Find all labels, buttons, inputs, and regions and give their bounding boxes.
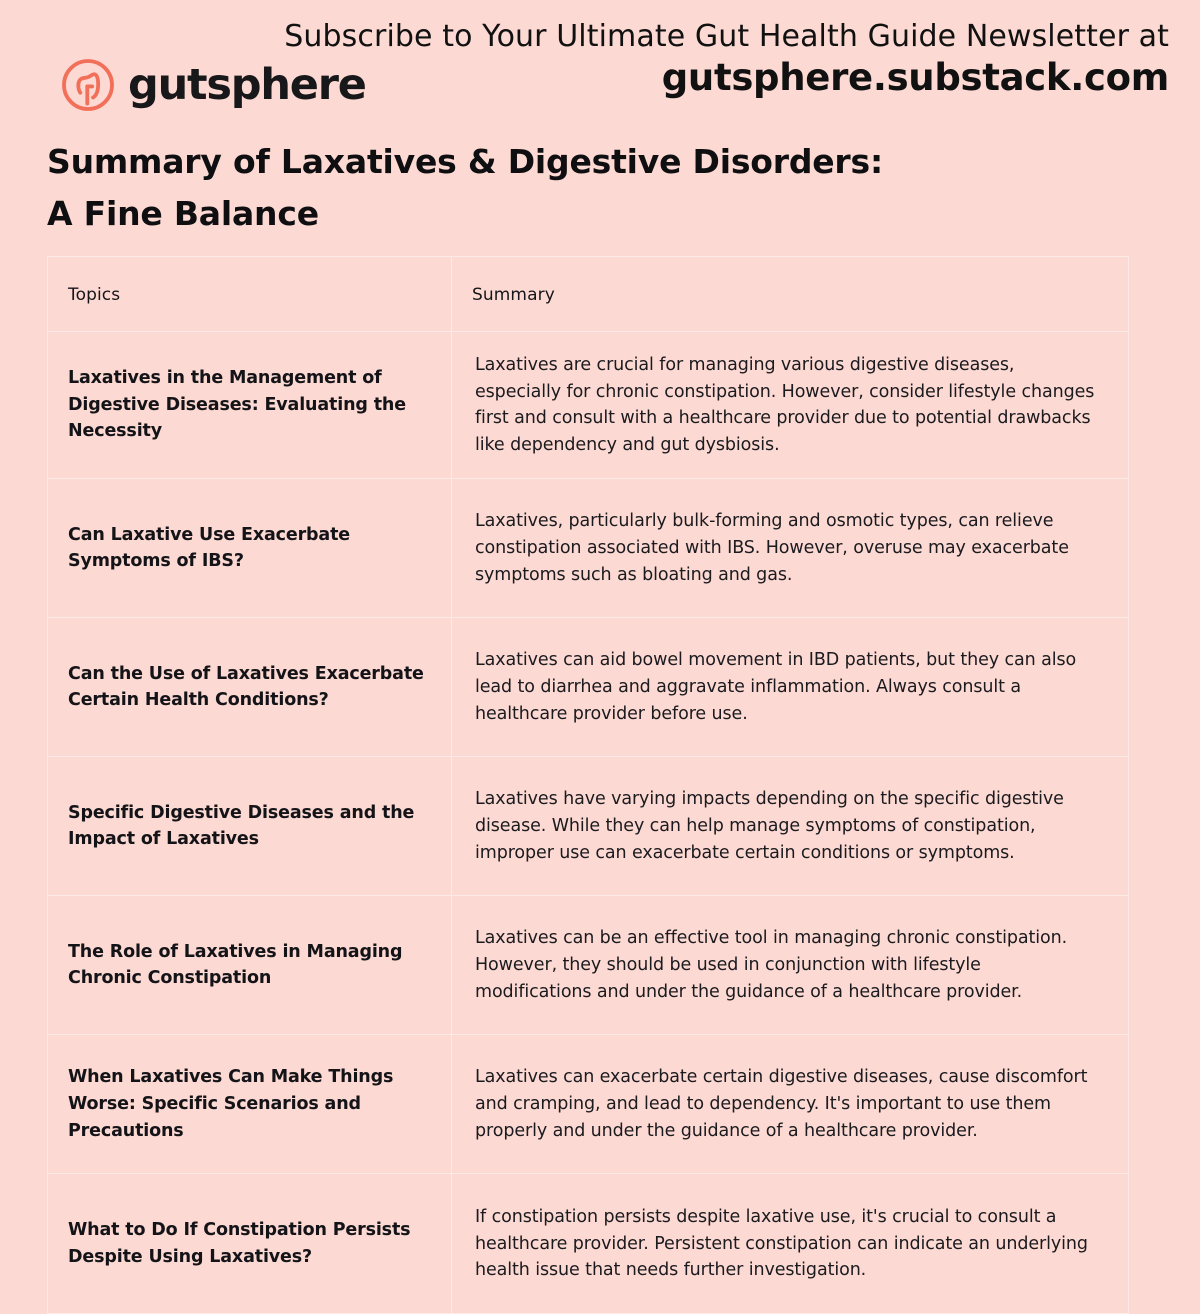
summary-cell bbox=[452, 618, 1129, 757]
column-header-topics-label: Topics bbox=[68, 285, 121, 305]
summary-table bbox=[47, 256, 1129, 1314]
topic-text: Can Laxative Use Exacerbate Symptoms of IBS? bbox=[68, 524, 351, 572]
topic-cell bbox=[48, 1035, 452, 1174]
table-row bbox=[48, 1035, 1129, 1174]
table-row bbox=[48, 1174, 1129, 1314]
newsletter-promo-text: Subscribe to Your Ultimate Gut Health Guide Newsletter at bbox=[284, 19, 1169, 54]
table-row bbox=[48, 332, 1129, 479]
column-header-topics bbox=[48, 257, 452, 332]
table-row bbox=[48, 618, 1129, 757]
topic-text: Specific Digestive Diseases and the Impact of Laxatives bbox=[68, 802, 415, 850]
page-title-line-1: Summary of Laxatives & Digestive Disorders: bbox=[47, 142, 883, 181]
topic-cell bbox=[48, 1174, 452, 1314]
table-head bbox=[48, 257, 1129, 332]
topic-text: Laxatives in the Management of Digestive Diseases: Evaluating the Necessity bbox=[68, 368, 406, 442]
topic-text: Can the Use of Laxatives Exacerbate Certain Health Conditions? bbox=[68, 663, 424, 711]
page-header bbox=[0, 0, 1200, 128]
table-header-row bbox=[48, 257, 1129, 332]
table-row bbox=[48, 757, 1129, 896]
summary-text: Laxatives can exacerbate certain digestive diseases, cause discomfort and cramping, and lead to dependency. It's important to use them properly and under the guidance of a healthcare provider. bbox=[475, 1067, 1088, 1141]
summary-text: Laxatives have varying impacts depending on the specific digestive disease. While they can help manage symptoms of constipation, improper use can exacerbate certain conditions or symptoms. bbox=[475, 789, 1064, 863]
column-header-summary bbox=[452, 257, 1129, 332]
table-body bbox=[48, 332, 1129, 1314]
page-title bbox=[47, 136, 1047, 240]
topic-cell bbox=[48, 896, 452, 1035]
topic-cell bbox=[48, 332, 452, 479]
summary-text: Laxatives can be an effective tool in managing chronic constipation. However, they should be used in conjunction with lifestyle modifications and under the guidance of a healthcare provider. bbox=[475, 928, 1068, 1002]
summary-text: Laxatives are crucial for managing various digestive diseases, especially for chronic constipation. However, consider lifestyle changes first and consult with a healthcare provider due to potential drawbacks like dependency and gut dysbiosis. bbox=[475, 355, 1095, 455]
summary-text: Laxatives, particularly bulk-forming and osmotic types, can relieve constipation associated with IBS. However, overuse may exacerbate symptoms such as bloating and gas. bbox=[475, 511, 1069, 585]
newsletter-url[interactable]: gutsphere.substack.com bbox=[661, 55, 1169, 99]
summary-cell bbox=[452, 479, 1129, 618]
table-row bbox=[48, 479, 1129, 618]
summary-text: If constipation persists despite laxative use, it's crucial to consult a healthcare provider. Persistent constipation can indicate an underlying health issue that needs further investigation. bbox=[475, 1206, 1088, 1281]
summary-cell bbox=[452, 896, 1129, 1035]
topic-cell bbox=[48, 479, 452, 618]
topic-text: What to Do If Constipation Persists Despite Using Laxatives? bbox=[68, 1220, 411, 1267]
summary-cell bbox=[452, 1035, 1129, 1174]
topic-text: The Role of Laxatives in Managing Chronic Constipation bbox=[68, 941, 403, 989]
topic-cell bbox=[48, 757, 452, 896]
table-row bbox=[48, 896, 1129, 1035]
brand-name: gutsphere bbox=[128, 59, 366, 110]
summary-text: Laxatives can aid bowel movement in IBD patients, but they can also lead to diarrhea and aggravate inflammation. Always consult a healthcare provider before use. bbox=[475, 650, 1077, 724]
page-title-line-2: A Fine Balance bbox=[47, 194, 319, 234]
topic-text: When Laxatives Can Make Things Worse: Specific Scenarios and Precautions bbox=[68, 1067, 394, 1141]
summary-table-container bbox=[47, 256, 1128, 1314]
summary-cell bbox=[452, 757, 1129, 896]
newsletter-promo bbox=[284, 20, 1169, 100]
summary-cell bbox=[452, 1174, 1129, 1314]
summary-cell bbox=[452, 332, 1129, 479]
column-header-summary-label: Summary bbox=[472, 285, 555, 305]
gutsphere-logo-icon bbox=[59, 56, 117, 114]
topic-cell bbox=[48, 618, 452, 757]
